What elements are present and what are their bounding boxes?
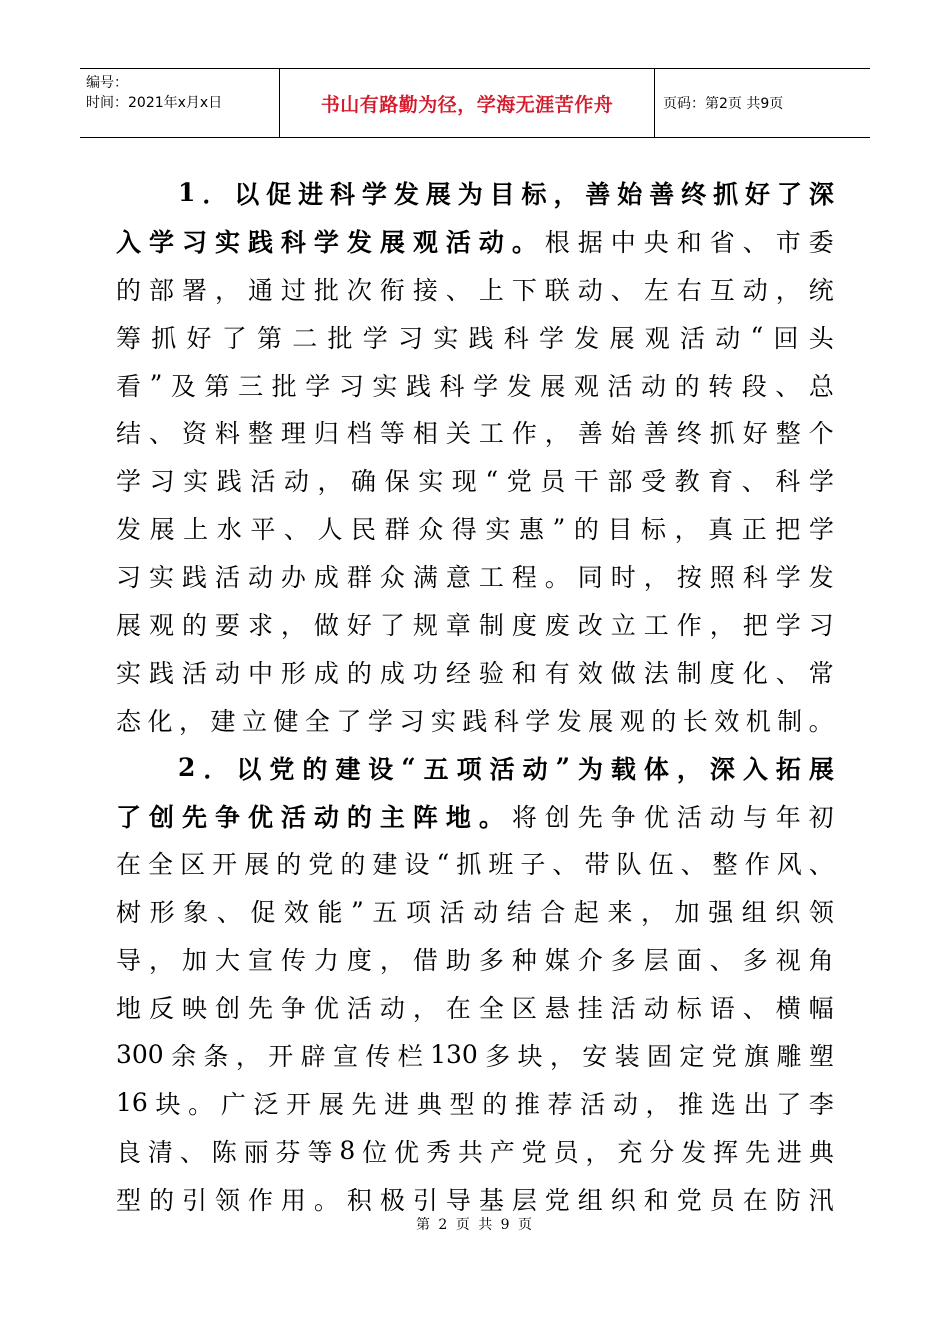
header-meta	[80, 69, 280, 137]
text-line: 习 实 践 活 动 办 成 群 众 满 意 工 程 。 同 时 ， 按 照 科 学 发	[116, 563, 834, 593]
page-header	[80, 68, 870, 138]
text-line: 学 习 实 践 活 动 ， 确 保 实 现 “ 党 员 干 部 受 教 育 、 科 学	[116, 465, 834, 497]
text-line: 型 的 引 领 作 用 。 积 极 引 导 基 层 党 组 织 和 党 员 在 防 汛	[116, 1185, 834, 1215]
document-body	[116, 169, 834, 1223]
text-line: 树 形 象 、 促 效 能 ” 五 项 活 动 结 合 起 来 ， 加 强 组 织 领	[116, 896, 834, 928]
motto: 书山有路勤为径，学海无涯苦作舟	[280, 69, 655, 137]
text-line: 结 、 资 料 整 理 归 档 等 相 关 工 作 ， 善 始 善 终 抓 好 整 个	[116, 419, 834, 449]
text-line: 入 学 习 实 践 科 学 发 展 观 活 动 。 根 据 中 央 和 省 、 市 委	[116, 227, 834, 257]
text-line: 良 清 、 陈 丽 芬 等 8 位 优 秀 共 产 党 员 ， 充 分 发 挥 先 进 典	[116, 1136, 834, 1167]
text-line: 看 ” 及 第 三 批 学 习 实 践 科 学 发 展 观 活 动 的 转 段 、 总	[116, 370, 834, 401]
text-line: 的 部 署 ， 通 过 批 次 衔 接 、 上 下 联 动 、 左 右 互 动 ， 统	[116, 275, 834, 305]
text-line: 2 ． 以 党 的 建 设 “ 五 项 活 动 ” 为 载 体 ， 深 入 拓 展	[178, 753, 834, 784]
text-line: 了 创 先 争 优 活 动 的 主 阵 地 。 将 创 先 争 优 活 动 与 年 初	[116, 802, 834, 832]
time-label: 时间：2021年x月x日	[86, 95, 223, 111]
text-line: 在 全 区 开 展 的 党 的 建 设 “ 抓 班 子 、 带 队 伍 、 整 作 风 、	[116, 848, 834, 880]
text-line: 16 块 。 广 泛 开 展 先 进 典 型 的 推 荐 活 动 ， 推 选 出 了 李	[116, 1088, 834, 1119]
text-line: 态 化 ， 建 立 健 全 了 学 习 实 践 科 学 发 展 观 的 长 效 机 制 。	[116, 706, 834, 736]
text-line: 实 践 活 动 中 形 成 的 成 功 经 验 和 有 效 做 法 制 度 化 、 常	[116, 658, 834, 688]
text-line: 筹 抓 好 了 第 二 批 学 习 实 践 科 学 发 展 观 活 动 “ 回 头	[116, 322, 834, 353]
text-line: 发 展 上 水 平 、 人 民 群 众 得 实 惠 ” 的 目 标 ， 真 正 把 学	[116, 513, 834, 545]
number-label: 编号：	[86, 75, 128, 91]
text-line: 1 ． 以 促 进 科 学 发 展 为 目 标 ， 善 始 善 终 抓 好 了 深	[178, 178, 834, 209]
text-line: 导 ， 加 大 宣 传 力 度 ， 借 助 多 种 媒 介 多 层 面 、 多 视 角	[116, 946, 834, 976]
page-code: 页码：第2页 共9页	[663, 96, 784, 112]
text-line: 地 反 映 创 先 争 优 活 动 ， 在 全 区 悬 挂 活 动 标 语 、 横 幅	[116, 994, 834, 1024]
text-line: 300 余 条 ， 开 辟 宣 传 栏 130 多 块 ， 安 装 固 定 党 旗 雕 塑	[116, 1040, 834, 1071]
page-footer: 第 2 页 共 9 页	[415, 1217, 535, 1233]
text-line: 展 观 的 要 求 ， 做 好 了 规 章 制 度 废 改 立 工 作 ， 把 学 习	[116, 610, 834, 640]
